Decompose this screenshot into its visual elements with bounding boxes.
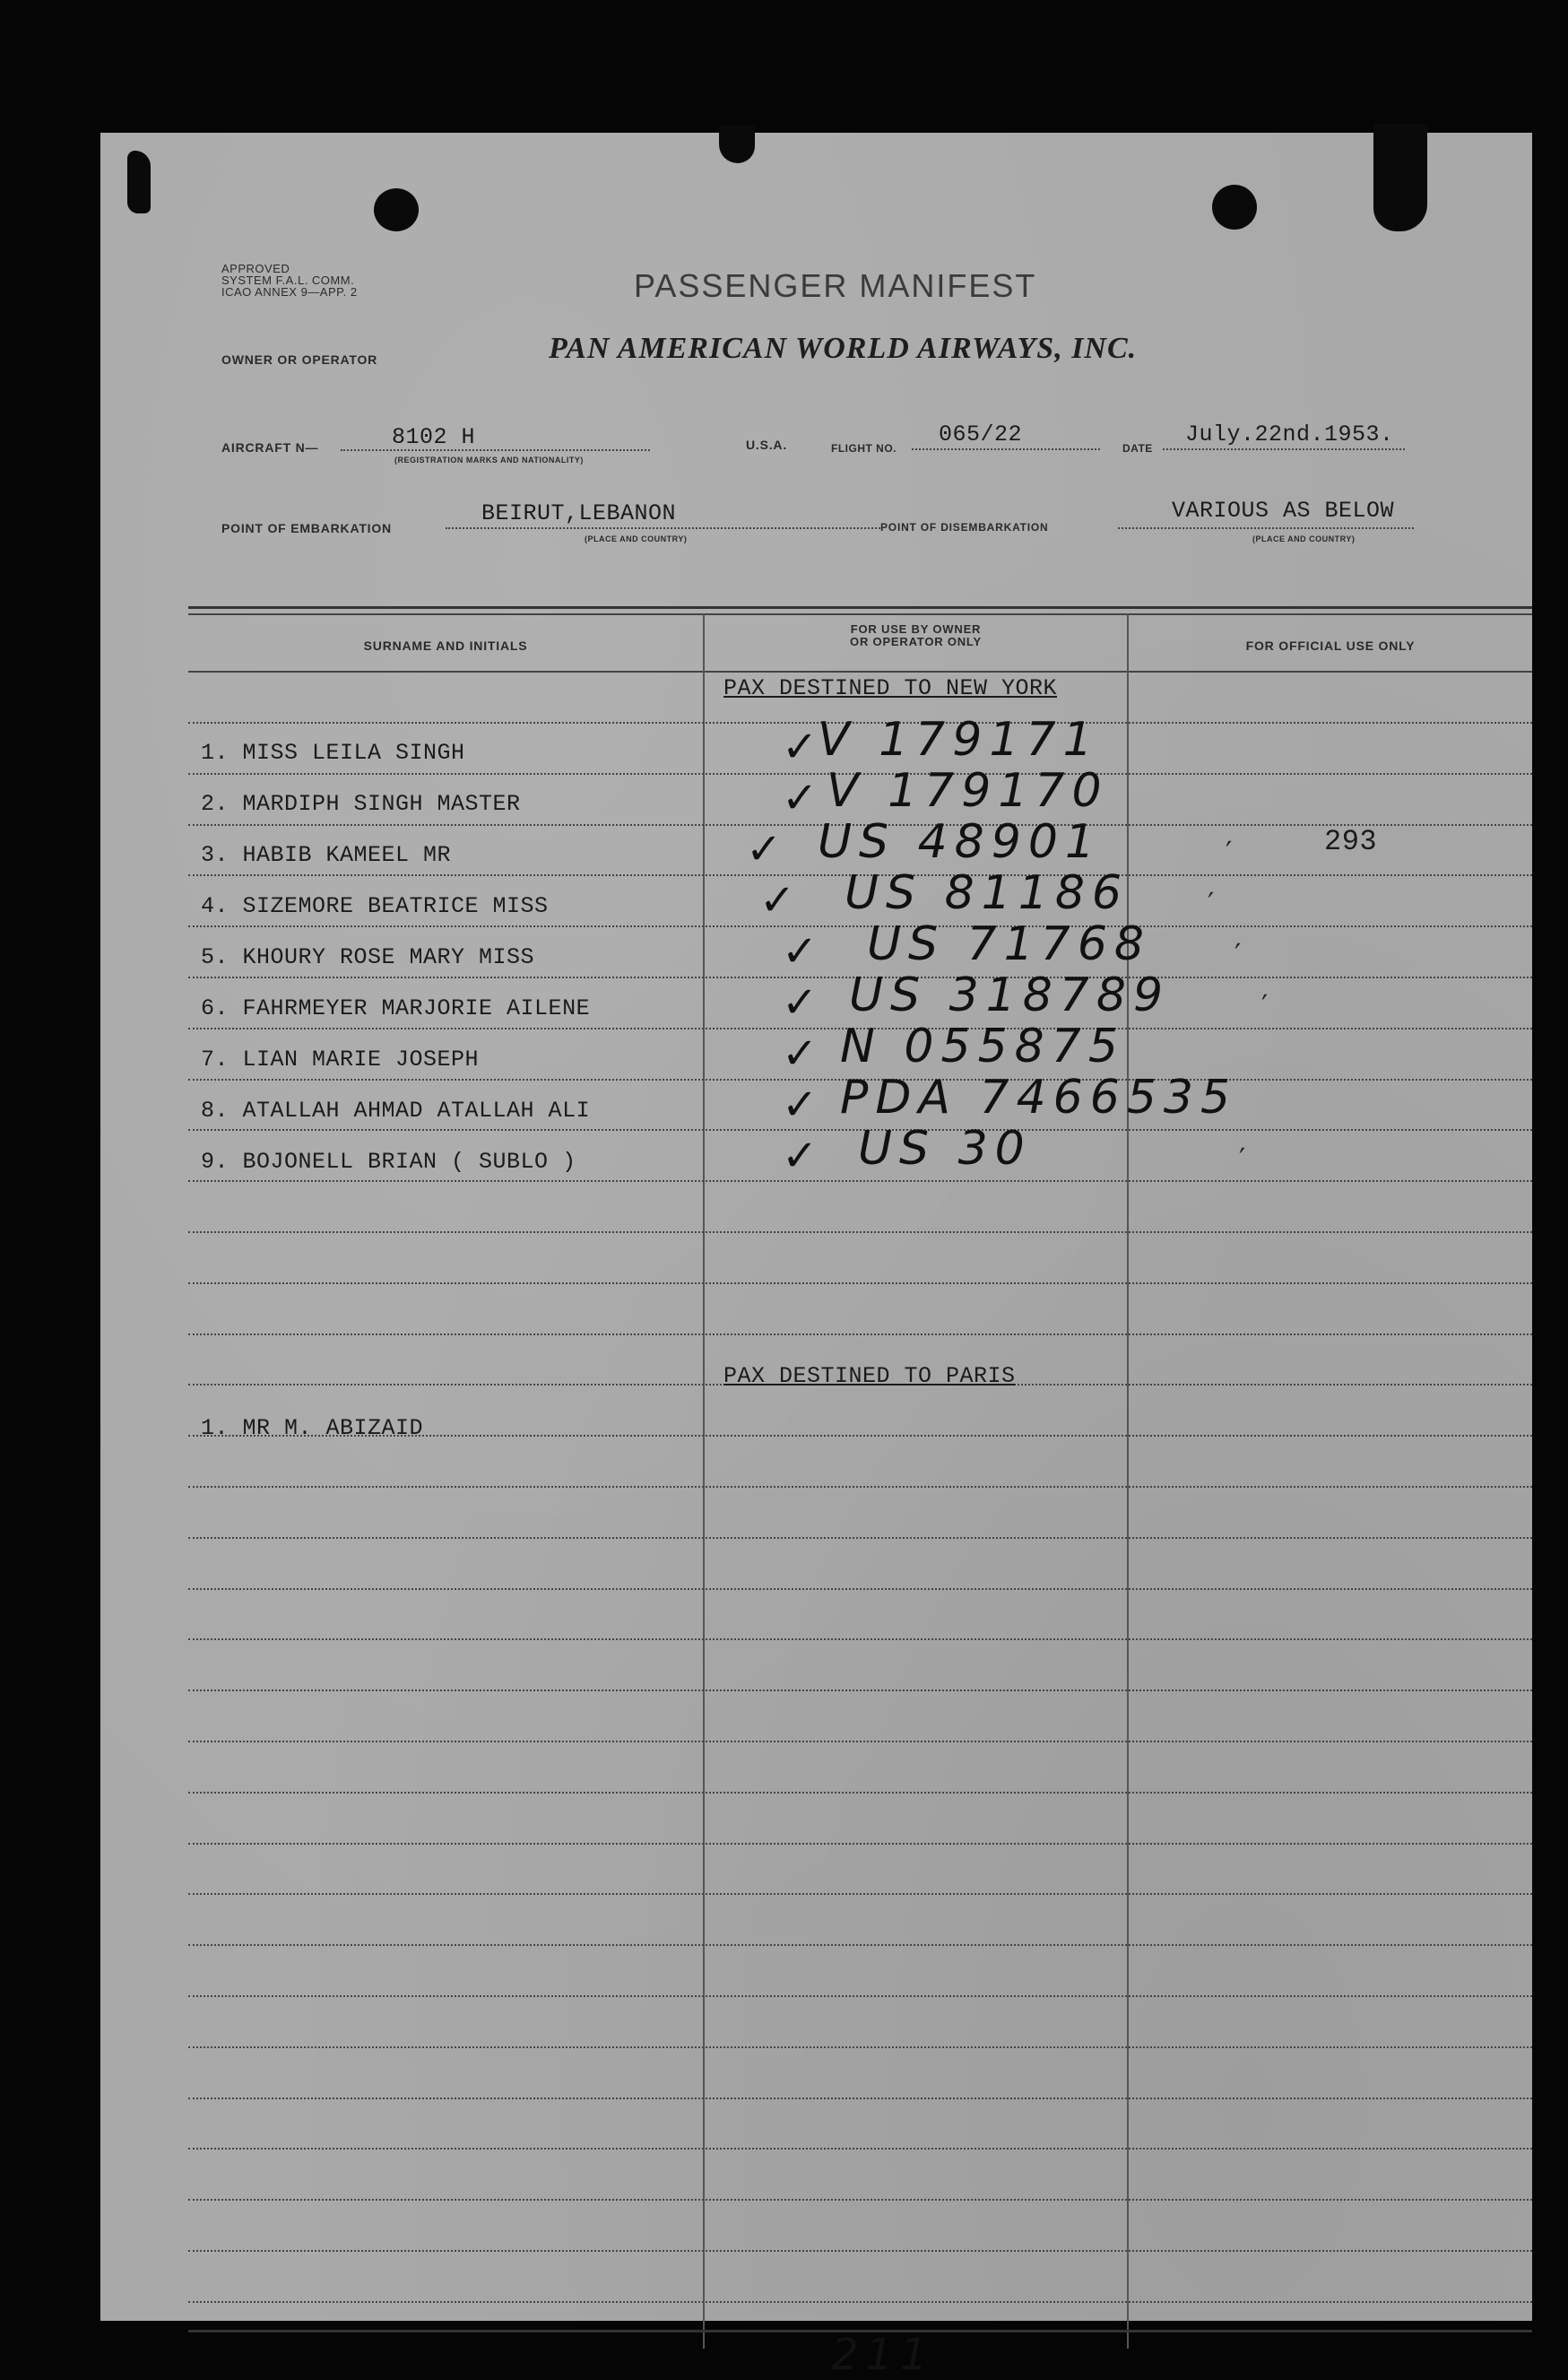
punch-hole-top-center — [719, 126, 755, 163]
table-top-rule — [188, 606, 1532, 609]
table-ruled-line — [188, 2301, 1532, 2303]
official-tick-mark-icon: ′ — [1261, 988, 1269, 1022]
passport-number: PDA 7466535 — [840, 1071, 1238, 1125]
col2-header-line: FOR USE BY OWNER — [850, 622, 982, 636]
check-mark-icon: ✓ — [746, 824, 783, 874]
table-ruled-line — [188, 1333, 1532, 1335]
check-mark-icon: ✓ — [782, 977, 819, 1028]
passenger-name: 4. SIZEMORE BEATRICE MISS — [201, 893, 549, 919]
embark-label: POINT OF EMBARKATION — [221, 521, 392, 535]
passenger-name: 2. MARDIPH SINGH MASTER — [201, 791, 521, 817]
approval-line: ICAO ANNEX 9—APP. 2 — [221, 285, 358, 299]
section1-heading: PAX DESTINED TO NEW YORK — [723, 675, 1058, 701]
usa-label: U.S.A. — [746, 438, 788, 452]
document-title: PASSENGER MANIFEST — [634, 267, 1037, 304]
col3-header: FOR OFFICIAL USE ONLY — [1245, 638, 1416, 653]
table-ruled-line — [188, 2046, 1532, 2048]
passenger-name: 9. BOJONELL BRIAN ( SUBLO ) — [201, 1149, 576, 1175]
table-ruled-line — [188, 1741, 1532, 1742]
punch-hole-top-right — [1373, 124, 1427, 231]
table-ruled-line — [188, 1792, 1532, 1794]
passport-number: US 30 — [858, 1122, 1032, 1176]
table-ruled-line — [188, 1588, 1532, 1590]
handwritten-page-note: 211 — [831, 2330, 935, 2380]
date-label: DATE — [1122, 442, 1153, 455]
date-underline — [1163, 448, 1405, 450]
table-ruled-line — [188, 1180, 1532, 1182]
table-ruled-line — [188, 1995, 1532, 1997]
section2-heading: PAX DESTINED TO PARIS — [723, 1363, 1016, 1389]
place-label: (PLACE AND COUNTRY) — [585, 534, 688, 543]
table-ruled-line — [188, 1282, 1532, 1284]
punch-hole-right — [1212, 185, 1257, 230]
passport-number: V 179171 — [818, 713, 1100, 767]
passenger-name: 8. ATALLAH AHMAD ATALLAH ALI — [201, 1098, 591, 1124]
embark-underline — [446, 527, 880, 529]
check-mark-icon: ✓ — [759, 875, 796, 925]
passport-number: US 318789 — [849, 969, 1171, 1022]
aircraft-value: 8102 H — [392, 424, 476, 450]
check-mark-icon: ✓ — [782, 1029, 819, 1079]
table-ruled-line — [188, 1893, 1532, 1895]
disembark-value: VARIOUS AS BELOW — [1172, 498, 1395, 524]
passport-number: US 81186 — [845, 866, 1130, 920]
disembark-underline — [1118, 527, 1414, 529]
official-tick-mark-icon: ′ — [1208, 886, 1215, 920]
flight-underline — [912, 448, 1100, 450]
table-top-rule-2 — [188, 613, 1532, 615]
passenger-name: 6. FAHRMEYER MARJORIE AILENE — [201, 995, 591, 1021]
aircraft-underline — [341, 449, 650, 451]
table-ruled-line — [188, 1537, 1532, 1539]
check-mark-icon: ✓ — [782, 926, 819, 977]
check-mark-icon: ✓ — [782, 722, 819, 772]
passenger-name: 7. LIAN MARIE JOSEPH — [201, 1047, 480, 1073]
flight-value: 065/22 — [939, 421, 1023, 447]
table-ruled-line — [188, 1944, 1532, 1946]
flight-label: FLIGHT NO. — [831, 442, 897, 455]
place-label-2: (PLACE AND COUNTRY) — [1252, 534, 1356, 543]
check-mark-icon: ✓ — [782, 1131, 819, 1181]
official-tick-mark-icon: ′ — [1239, 1142, 1246, 1176]
approval-line: APPROVED — [221, 262, 290, 275]
official-number: 293 — [1324, 825, 1378, 858]
table-ruled-line — [188, 1486, 1532, 1488]
aircraft-label: AIRCRAFT N— — [221, 440, 319, 455]
passenger-name: 1. MISS LEILA SINGH — [201, 740, 465, 766]
operator-name: PAN AMERICAN WORLD AIRWAYS, INC. — [549, 332, 1138, 365]
col2-header-line: OR OPERATOR ONLY — [850, 635, 982, 648]
table-ruled-line — [188, 1689, 1532, 1691]
table-ruled-line — [188, 1843, 1532, 1845]
official-tick-mark-icon: ′ — [1234, 937, 1242, 971]
table-header-rule — [188, 671, 1532, 673]
table-ruled-line — [188, 925, 1532, 927]
passport-number: N 055875 — [840, 1020, 1125, 1073]
table-ruled-line — [188, 2199, 1532, 2201]
section2-row-name: 1. MR M. ABIZAID — [201, 1415, 424, 1441]
table-ruled-line — [188, 1231, 1532, 1233]
approval-line: SYSTEM F.A.L. COMM. — [221, 274, 355, 287]
torn-corner-blot — [127, 151, 151, 213]
punch-hole-left — [374, 188, 419, 231]
manifest-sheet — [100, 133, 1532, 2380]
registration-label: (REGISTRATION MARKS AND NATIONALITY) — [394, 456, 584, 465]
passport-number: V 179170 — [827, 764, 1109, 818]
passenger-name: 5. KHOURY ROSE MARY MISS — [201, 944, 535, 970]
table-ruled-line — [188, 2098, 1532, 2099]
date-value: July.22nd.1953. — [1185, 421, 1394, 447]
owner-label: OWNER OR OPERATOR — [221, 352, 378, 367]
table-ruled-line — [188, 2250, 1532, 2252]
check-mark-icon: ✓ — [782, 773, 819, 823]
passport-number: US 71768 — [867, 917, 1152, 971]
embark-value: BEIRUT,LEBANON — [481, 500, 677, 526]
col1-header: SURNAME AND INITIALS — [363, 638, 528, 653]
official-tick-mark-icon: ′ — [1226, 835, 1233, 869]
table-ruled-line — [188, 2148, 1532, 2150]
passport-number: US 48901 — [818, 815, 1103, 869]
check-mark-icon: ✓ — [782, 1080, 819, 1130]
table-ruled-line — [188, 1638, 1532, 1640]
col2-header — [705, 623, 1127, 648]
disembark-label: POINT OF DISEMBARKATION — [880, 521, 1049, 534]
passenger-name: 3. HABIB KAMEEL MR — [201, 842, 452, 868]
approval-note — [221, 263, 358, 298]
